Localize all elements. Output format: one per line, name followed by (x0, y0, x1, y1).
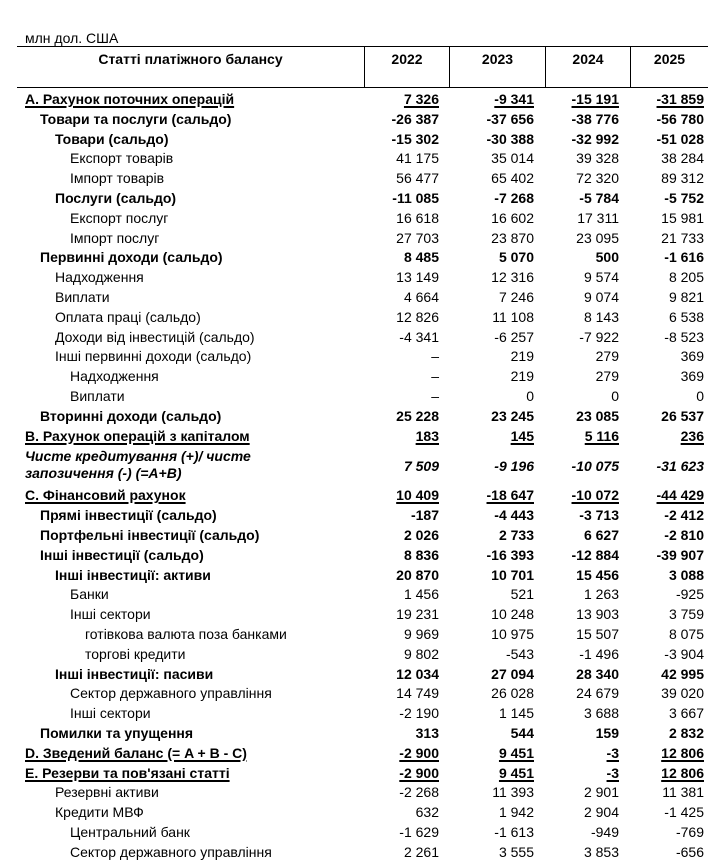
row-label: готівкова валюта поза банками (85, 625, 287, 642)
table-row (17, 367, 708, 387)
row-label: Імпорт послуг (70, 229, 160, 246)
cell-value: -11 085 (392, 189, 439, 206)
cell-value: 9 451 (498, 744, 534, 761)
balance-of-payments-table (17, 46, 708, 862)
cell-value: -15 302 (391, 130, 439, 147)
row-label: Центральний банк (70, 823, 190, 840)
row-label: Виплати (70, 387, 125, 404)
cell-value: 6 627 (583, 526, 619, 543)
cell-value: -2 412 (664, 507, 704, 524)
table-row (17, 665, 708, 685)
cell-value: 313 (415, 724, 439, 741)
cell-value: -2 900 (399, 764, 439, 781)
cell-value: 10 975 (491, 625, 534, 642)
cell-value: 39 328 (576, 150, 619, 167)
cell-value: 8 143 (583, 308, 619, 325)
cell-value: -4 443 (494, 507, 534, 524)
cell-value: 279 (595, 368, 619, 385)
header-year: 2023 (449, 47, 545, 87)
cell-value: 10 409 (396, 487, 439, 504)
cell-value: -32 992 (571, 130, 619, 147)
cell-value: 56 477 (396, 170, 439, 187)
cell-value: -1 425 (664, 804, 704, 821)
row-label: B. Рахунок операцій з капіталом (25, 427, 250, 444)
cell-value: -44 429 (656, 487, 704, 504)
cell-value: 21 733 (661, 229, 704, 246)
cell-value: 11 393 (492, 784, 534, 801)
cell-value: -3 904 (664, 645, 704, 662)
cell-value: 4 664 (403, 288, 439, 305)
cell-value: 16 618 (396, 209, 439, 226)
table-row (17, 823, 708, 843)
cell-value: -18 647 (486, 487, 534, 504)
cell-value: 23 095 (576, 229, 619, 246)
cell-value: 544 (510, 724, 534, 741)
cell-value: 2 832 (668, 724, 704, 741)
cell-value: -3 (606, 744, 619, 761)
cell-value: 20 870 (396, 566, 439, 583)
cell-value: 19 231 (396, 606, 439, 623)
row-label: Первинні доходи (сальдо) (40, 249, 223, 266)
cell-value: 14 749 (396, 685, 439, 702)
cell-value: 12 826 (396, 308, 439, 325)
table-row (17, 724, 708, 744)
cell-value: -3 713 (579, 507, 619, 524)
cell-value: 0 (611, 387, 619, 404)
cell-value: 9 074 (583, 288, 619, 305)
cell-value: -15 191 (571, 91, 619, 107)
table-row (17, 566, 708, 586)
cell-value: 12 806 (661, 744, 704, 761)
cell-value: 8 485 (403, 249, 439, 266)
cell-value: 236 (680, 427, 704, 444)
cell-value: 0 (696, 387, 704, 404)
table-row (17, 744, 708, 764)
cell-value: 28 340 (576, 665, 619, 682)
cell-value: 41 175 (396, 150, 439, 167)
cell-value: 1 145 (498, 705, 534, 722)
cell-value: 23 245 (491, 407, 534, 424)
cell-value: -9 341 (494, 91, 534, 107)
cell-value: 632 (415, 804, 439, 821)
table-row (17, 783, 708, 803)
cell-value: 89 312 (661, 170, 704, 187)
row-label: Портфельні інвестиції (сальдо) (40, 526, 260, 543)
table-row (17, 169, 708, 189)
row-label: Помилки та упущення (40, 724, 194, 741)
table-row (17, 248, 708, 268)
cell-value: 16 602 (491, 209, 534, 226)
cell-value: 65 402 (491, 170, 534, 187)
cell-value: 0 (526, 387, 534, 404)
cell-value: 15 507 (576, 625, 619, 642)
row-label: Прямі інвестиції (сальдо) (40, 507, 217, 524)
cell-value: 38 284 (661, 150, 704, 167)
row-label: Резервні активи (55, 784, 159, 801)
cell-value: -1 496 (579, 645, 619, 662)
table-row (17, 605, 708, 625)
cell-value: 9 451 (498, 764, 534, 781)
table-body (17, 88, 708, 862)
cell-value: 23 085 (576, 407, 619, 424)
table-row (17, 546, 708, 566)
table-row (17, 625, 708, 645)
cell-value: -51 028 (656, 130, 704, 147)
cell-value: -1 613 (494, 823, 534, 840)
cell-value: – (431, 387, 439, 404)
cell-value: -3 (606, 764, 619, 781)
cell-value: -39 907 (656, 546, 704, 563)
cell-value: 1 456 (403, 586, 439, 603)
cell-value: -187 (410, 507, 439, 524)
cell-value: -37 656 (486, 110, 534, 127)
cell-value: 279 (595, 348, 619, 365)
cell-value: 35 014 (491, 150, 534, 167)
row-label: Надходження (70, 368, 159, 385)
row-label: Надходження (55, 269, 144, 286)
table-row (17, 328, 708, 348)
cell-value: 5 116 (584, 427, 619, 444)
table-row (17, 506, 708, 526)
row-label: Інші сектори (70, 705, 151, 722)
cell-value: 12 806 (661, 764, 704, 781)
cell-value: -925 (675, 586, 704, 603)
cell-value: 6 538 (668, 308, 704, 325)
cell-value: 13 903 (576, 606, 619, 623)
cell-value: -2 190 (399, 705, 439, 722)
cell-value: 27 094 (491, 665, 534, 682)
cell-value: -7 922 (579, 328, 619, 345)
cell-value: 7 326 (403, 91, 439, 107)
cell-value: 7 509 (403, 458, 439, 475)
cell-value: -6 257 (494, 328, 534, 345)
cell-value: -949 (590, 823, 619, 840)
row-label: Банки (70, 586, 109, 603)
cell-value: -2 268 (399, 784, 439, 801)
cell-value: -1 616 (664, 249, 704, 266)
table-row (17, 110, 708, 130)
row-label: Оплата праці (сальдо) (55, 308, 201, 325)
cell-value: -56 780 (656, 110, 704, 127)
row-label: Сектор державного управління (70, 685, 272, 702)
header-year: 2024 (545, 47, 630, 87)
row-label: Інші інвестиції (сальдо) (40, 546, 204, 563)
cell-value: 219 (510, 348, 534, 365)
row-label: D. Зведений баланс (= A + B - C) (25, 744, 247, 761)
row-label: Товари (сальдо) (55, 130, 169, 147)
cell-value: 2 261 (403, 843, 439, 860)
table-row (17, 387, 708, 407)
cell-value: 2 904 (583, 804, 619, 821)
cell-value: 15 456 (576, 566, 619, 583)
cell-value: 3 667 (668, 705, 704, 722)
cell-value: -31 623 (656, 458, 704, 475)
table-row (17, 90, 708, 110)
cell-value: 369 (680, 368, 704, 385)
table-row (17, 764, 708, 784)
cell-value: 8 205 (668, 269, 704, 286)
table-row (17, 526, 708, 546)
cell-value: 3 853 (583, 843, 619, 860)
row-label: Доходи від інвестицій (сальдо) (55, 328, 255, 345)
cell-value: -769 (675, 823, 704, 840)
table-row (17, 347, 708, 367)
cell-value: 159 (595, 724, 619, 741)
table-row (17, 585, 708, 605)
cell-value: -8 523 (664, 328, 704, 345)
row-label: Товари та послуги (сальдо) (40, 110, 232, 127)
cell-value: -38 776 (571, 110, 619, 127)
cell-value: 3 088 (668, 566, 704, 583)
cell-value: 25 228 (396, 407, 439, 424)
cell-value: 13 149 (396, 269, 439, 286)
cell-value: -7 268 (494, 189, 534, 206)
cell-value: -26 387 (391, 110, 439, 127)
table-row (17, 446, 708, 486)
cell-value: 2 901 (583, 784, 619, 801)
cell-value: 7 246 (498, 288, 534, 305)
cell-value: 183 (415, 427, 439, 444)
unit-label: млн дол. США (25, 30, 119, 46)
header-year: 2025 (630, 47, 708, 87)
cell-value: 12 316 (491, 269, 534, 286)
row-label: Інші первинні доходи (сальдо) (55, 348, 252, 365)
cell-value: 27 703 (396, 229, 439, 246)
row-label: Інші інвестиції: пасиви (55, 665, 214, 682)
cell-value: 500 (595, 249, 619, 266)
cell-value: 42 995 (661, 665, 704, 682)
cell-value: 3 688 (583, 705, 619, 722)
table-row (17, 308, 708, 328)
cell-value: -9 196 (494, 458, 534, 475)
cell-value: -5 784 (579, 189, 619, 206)
cell-value: 3 759 (668, 606, 704, 623)
cell-value: 8 836 (403, 546, 439, 563)
row-label: торгові кредити (85, 645, 186, 662)
row-label: Інші інвестиції: активи (55, 566, 211, 583)
row-label: Експорт товарів (70, 150, 174, 167)
row-label: Інші сектори (70, 606, 151, 623)
cell-value: -12 884 (571, 546, 619, 563)
table-row (17, 268, 708, 288)
row-label: Сектор державного управління (70, 843, 272, 860)
row-label: Послуги (сальдо) (55, 189, 177, 206)
cell-value: 11 381 (662, 784, 704, 801)
table-row (17, 149, 708, 169)
cell-value: -656 (675, 843, 704, 860)
row-label: Вторинні доходи (сальдо) (40, 407, 222, 424)
cell-value: 72 320 (576, 170, 619, 187)
cell-value: -10 075 (571, 458, 619, 475)
cell-value: 145 (510, 427, 534, 444)
cell-value: 1 942 (498, 804, 534, 821)
cell-value: 219 (510, 368, 534, 385)
cell-value: 10 248 (491, 606, 534, 623)
cell-value: -543 (505, 645, 534, 662)
table-row (17, 645, 708, 665)
cell-value: 9 969 (403, 625, 439, 642)
row-label: Виплати (55, 288, 110, 305)
cell-value: 15 981 (661, 209, 704, 226)
cell-value: -10 072 (571, 487, 619, 504)
table-row (17, 486, 708, 506)
cell-value: 9 802 (403, 645, 439, 662)
table-header (17, 46, 708, 88)
cell-value: -2 900 (399, 744, 439, 761)
row-label: E. Резерви та пов'язані статті (25, 764, 230, 781)
cell-value: -31 859 (656, 91, 704, 107)
cell-value: 10 701 (491, 566, 534, 583)
cell-value: 11 108 (492, 308, 534, 325)
table-row (17, 130, 708, 150)
cell-value: 1 263 (583, 586, 619, 603)
cell-value: 24 679 (576, 685, 619, 702)
cell-value: 2 026 (403, 526, 439, 543)
cell-value: -1 629 (399, 823, 439, 840)
cell-value: 9 821 (668, 288, 704, 305)
cell-value: 369 (680, 348, 704, 365)
row-label: C. Фінансовий рахунок (25, 487, 186, 504)
table-row (17, 189, 708, 209)
row-label: Чисте кредитування (+)/ чисте запозичення (-) (=A+B) (25, 448, 251, 482)
table-row (17, 843, 708, 863)
cell-value: – (431, 368, 439, 385)
row-label: Експорт послуг (70, 209, 169, 226)
cell-value: 5 070 (498, 249, 534, 266)
cell-value: -2 810 (664, 526, 704, 543)
table-row (17, 684, 708, 704)
table-row (17, 704, 708, 724)
row-label: Кредити МВФ (55, 804, 144, 821)
cell-value: 26 028 (491, 685, 534, 702)
header-items-label: Статті платіжного балансу (98, 51, 283, 67)
cell-value: 23 870 (491, 229, 534, 246)
cell-value: 8 075 (668, 625, 704, 642)
cell-value: – (431, 348, 439, 365)
row-label: A. Рахунок поточних операцій (25, 91, 235, 107)
cell-value: 521 (510, 586, 534, 603)
cell-value: 17 311 (577, 209, 619, 226)
table-row (17, 803, 708, 823)
cell-value: -16 393 (486, 546, 534, 563)
cell-value: 26 537 (661, 407, 704, 424)
cell-value: 3 555 (498, 843, 534, 860)
table-row (17, 407, 708, 427)
table-row (17, 209, 708, 229)
cell-value: -4 341 (399, 328, 439, 345)
cell-value: -30 388 (486, 130, 534, 147)
cell-value: -5 752 (664, 189, 704, 206)
table-row (17, 229, 708, 249)
cell-value: 39 020 (661, 685, 704, 702)
cell-value: 2 733 (498, 526, 534, 543)
header-year: 2022 (364, 47, 449, 87)
cell-value: 12 034 (396, 665, 439, 682)
table-row (17, 288, 708, 308)
cell-value: 9 574 (583, 269, 619, 286)
row-label: Імпорт товарів (70, 170, 165, 187)
table-row (17, 427, 708, 447)
